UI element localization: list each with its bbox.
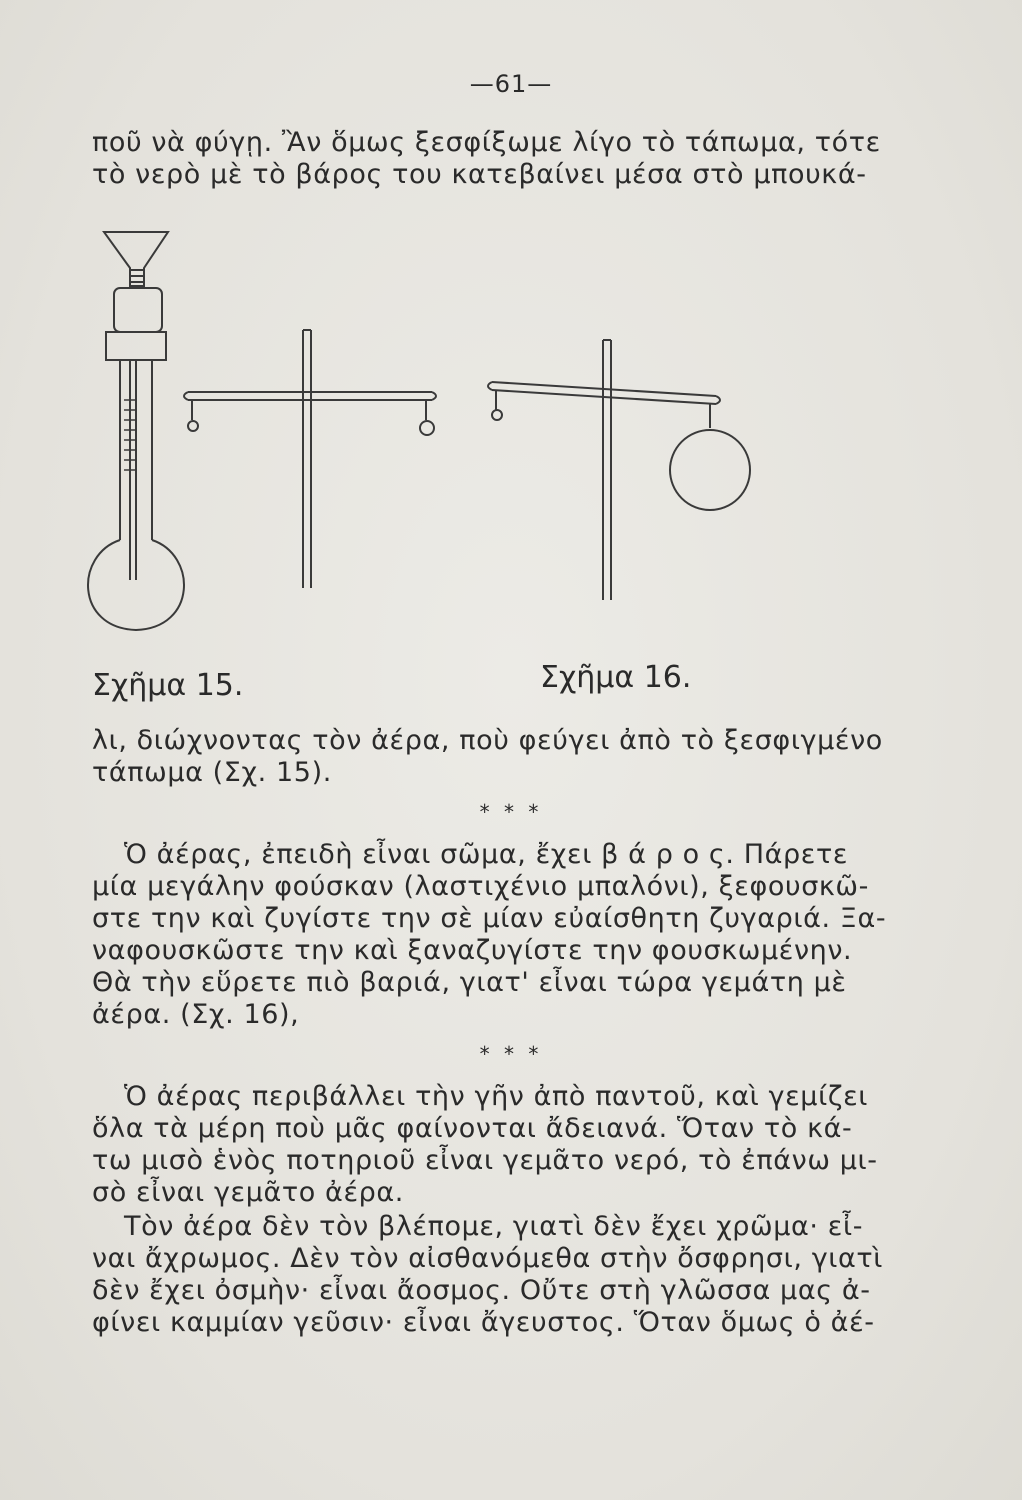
text-line: σὸ εἶναι γεμᾶτο ἀέρα. (92, 1177, 404, 1208)
text-line: τω μισὸ ἑνὸς ποτηριοῦ εἶναι γεμᾶτο νερό, τὸ ἐπάνω μι- (92, 1145, 878, 1176)
figure-16-caption: Σχῆμα 16. (540, 660, 692, 695)
text-line: ὅλα τὰ μέρη ποὺ μᾶς φαίνονται ἄδειανά. Ὅταν τὸ κά- (92, 1113, 853, 1144)
text-line: στε την καὶ ζυγίστε την σὲ μίαν εὐαίσθητη ζυγαριά. Ξα- (92, 903, 887, 934)
balance-scale-balanced (184, 330, 436, 588)
text-line: ναι ἄχρωμος. Δὲν τὸν αἰσθανόμεθα στὴν ὄσφρησι, γιατὶ (92, 1243, 884, 1274)
section-separator: * * * (479, 800, 543, 824)
text-line: ποῦ νὰ φύγῃ. Ἂν ὅμως ξεσφίξωμε λίγο τὸ τάπωμα, τότε (92, 127, 881, 158)
text-line: λι, διώχνοντας τὸν ἀέρα, ποὺ φεύγει ἀπὸ τὸ ξεσφιγμένο (92, 725, 883, 756)
text-line: Θὰ τὴν εὕρετε πιὸ βαριά, γιατ' εἶναι τώρα γεμάτη μὲ (92, 967, 847, 998)
figure-15-caption: Σχῆμα 15. (92, 668, 244, 703)
balance-scale-balloon (488, 340, 750, 600)
text-line: Ὁ ἀέρας περιβάλλει τὴν γῆν ἀπὸ παντοῦ, καὶ γεμίζει (124, 1081, 869, 1112)
text-line: Τὸν ἀέρα δὲν τὸν βλέπομε, γιατὶ δὲν ἔχει χρῶμα· εἶ- (124, 1211, 864, 1242)
text-line: Ὁ ἀέρας, ἐπειδὴ εἶναι σῶμα, ἔχει β ά ρ ο ς. Πάρετε (124, 839, 849, 870)
text-line: φίνει καμμίαν γεῦσιν· εἶναι ἄγευστος. Ὅταν ὅμως ὁ ἀέ- (92, 1307, 875, 1338)
balloon-circle (670, 430, 750, 510)
section-separator: * * * (479, 1042, 543, 1066)
text-line: μία μεγάλην φούσκαν (λαστιχένιο μπαλόνι), ξεφουσκῶ- (92, 871, 869, 902)
page-number: —61— (469, 70, 553, 98)
text-line: ναφουσκῶστε την καὶ ξαναζυγίστε την φουσκωμένην. (92, 935, 853, 966)
text-line: ἀέρα. (Σχ. 16), (92, 999, 300, 1030)
text-line: δὲν ἔχει ὀσμὴν· εἶναι ἄοσμος. Οὔτε στὴ γλῶσσα μας ἀ- (92, 1275, 871, 1306)
text-line: τάπωμα (Σχ. 15). (92, 757, 332, 788)
text-line: τὸ νερὸ μὲ τὸ βάρος του κατεβαίνει μέσα στὸ μπουκά- (92, 159, 867, 190)
figures-15-16 (60, 210, 780, 640)
flask-figure (88, 232, 184, 630)
